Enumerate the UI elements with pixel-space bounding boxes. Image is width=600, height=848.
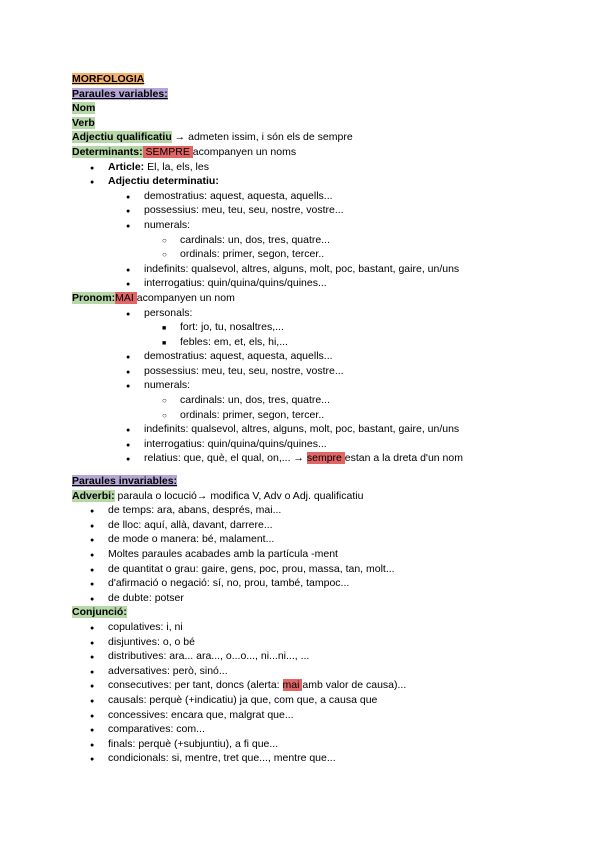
list-item-text: numerals: [144, 218, 191, 231]
nom-line [72, 101, 572, 116]
list-item [72, 393, 572, 408]
list-item [72, 664, 572, 679]
invariables-heading: Paraules invariables: [72, 475, 178, 488]
list-item-text: comparatives: com... [108, 723, 205, 736]
list-item [72, 693, 572, 708]
list-item [72, 751, 572, 766]
list-item-text: numerals: [144, 379, 191, 392]
consecutives-text-a: consecutives: per tant, doncs (alerta: [108, 679, 283, 692]
circle-bullet-icon [162, 233, 167, 249]
list-item-text: Moltes paraules acabades amb la partícula -ment [108, 548, 338, 560]
list-item [72, 620, 572, 635]
list-item [72, 349, 572, 364]
conjuncio-label: Conjunció: [72, 606, 127, 619]
list-item-text: fort: jo, tu, nosaltres,... [180, 321, 284, 334]
article-text: El, la, els, les [144, 160, 209, 173]
determinants-label: Determinants: [72, 145, 143, 158]
list-item-text: indefinits: qualsevol, altres, alguns, molt, poc, bastant, gaire, un/uns [144, 423, 460, 436]
article-label: Article: [108, 160, 145, 173]
list-item [72, 364, 572, 379]
list-item-text: ordinals: primer, segon, tercer.. [180, 248, 325, 261]
list-item [72, 532, 572, 547]
list-item [72, 247, 572, 262]
list-item [72, 160, 572, 175]
consecutives-highlight: mai [282, 679, 303, 692]
list-item-text: de quantitat o grau: gaire, gens, poc, prou, massa, tan, molt... [108, 562, 395, 575]
list-item [72, 678, 572, 693]
list-item-text: de lloc: aquí, allà, davant, darrere... [108, 518, 273, 531]
adjectiu-text: → admeten issim, i són els de sempre [171, 131, 353, 144]
invariables-heading-line [72, 474, 572, 489]
verb-label: Verb [72, 116, 95, 129]
bullet-icon [126, 451, 130, 468]
list-item [72, 174, 572, 189]
list-item-text: finals: perquè (+subjuntiu), a fi que... [108, 737, 279, 750]
list-item-text: cardinals: un, dos, tres, quatre... [180, 394, 330, 407]
adjectiu-line [72, 130, 572, 145]
determinants-highlight: SEMPRE [142, 145, 193, 158]
list-item-text: interrogatius: quin/quina/quins/quines... [144, 277, 327, 290]
list-item [72, 203, 572, 218]
list-item-text: condicionals: si, mentre, tret que..., mentre que... [108, 752, 336, 765]
section-spacer [72, 466, 572, 474]
list-item [72, 233, 572, 248]
list-item-text: indefinits: qualsevol, altres, alguns, molt, poc, bastant, gaire, un/uns [144, 262, 460, 275]
list-item [72, 503, 572, 518]
bullet-icon [90, 751, 94, 768]
list-item [72, 437, 572, 452]
nom-label: Nom [72, 102, 96, 115]
pronom-line [72, 291, 572, 306]
determinants-text: acompanyen un noms [192, 145, 297, 158]
relatius-highlight: sempre [306, 452, 345, 465]
list-item-text: possessius: meu, teu, seu, nostre, vostre... [144, 364, 344, 377]
relatius-text-a: relatius: que, què, el qual, on,... → [144, 452, 307, 465]
list-item [72, 722, 572, 737]
list-item-text: cardinals: un, dos, tres, quatre... [180, 233, 330, 246]
list-item-text: adversatives: però, sinó... [108, 664, 228, 677]
verb-line [72, 116, 572, 131]
list-item [72, 737, 572, 752]
adverbi-label: Adverbi: [72, 489, 115, 502]
list-item-text: febles: em, et, els, hi,... [180, 335, 288, 348]
list-item [72, 547, 572, 562]
variables-heading: Paraules variables: [72, 87, 168, 100]
pronom-text: acompanyen un nom [136, 291, 235, 304]
list-item [72, 422, 572, 437]
list-item [72, 218, 572, 233]
list-item-text: demostratius: aquest, aquesta, aquells... [144, 350, 333, 363]
list-item [72, 708, 572, 723]
adverbi-text: paraula o locució→ modifica V, Adv o Adj. qualificatiu [114, 489, 364, 502]
list-item-text: disjuntives: o, o bé [108, 635, 195, 648]
conjuncio-line [72, 605, 572, 620]
adj-det-label: Adjectiu determinatiu: [108, 175, 219, 188]
adverbi-line [72, 489, 572, 504]
document-title: MORFOLOGIA [72, 73, 145, 85]
list-item-text: d'afirmació o negació: sí, no, prou, també, tampoc... [108, 577, 350, 590]
list-item [72, 451, 572, 466]
document-page [72, 72, 572, 766]
list-item-text: demostratius: aquest, aquesta, aquells... [144, 189, 333, 202]
pronom-label: Pronom: [72, 291, 116, 304]
list-item [72, 562, 572, 577]
list-item [72, 262, 572, 277]
list-item [72, 518, 572, 533]
list-item-text: de dubte: potser [108, 591, 184, 604]
list-item [72, 591, 572, 606]
list-item-text: interrogatius: quin/quina/quins/quines... [144, 437, 327, 450]
title-line [72, 72, 572, 87]
variables-heading-line [72, 87, 572, 102]
list-item [72, 306, 572, 321]
list-item [72, 378, 572, 393]
list-item [72, 408, 572, 423]
list-item-text: causals: perquè (+indicatiu) ja que, com que, a causa que [108, 693, 378, 706]
list-item-text: concessives: encara que, malgrat que... [108, 708, 294, 721]
list-item [72, 320, 572, 335]
list-item [72, 649, 572, 664]
consecutives-text-b: amb valor de causa)... [302, 679, 407, 692]
adjectiu-label: Adjectiu qualificatiu [72, 131, 172, 144]
list-item [72, 635, 572, 650]
list-item [72, 576, 572, 591]
relatius-text-b: estan a la dreta d'un nom [344, 452, 463, 465]
list-item-text: ordinals: primer, segon, tercer.. [180, 408, 325, 421]
list-item [72, 276, 572, 291]
list-item-text: distributives: ara... ara..., o...o..., ni...ni..., ... [108, 650, 310, 663]
pronom-highlight: MAI [115, 291, 137, 304]
list-item-text: copulatives: i, ni [108, 620, 183, 633]
determinants-line [72, 145, 572, 160]
list-item [72, 189, 572, 204]
list-item-text: possessius: meu, teu, seu, nostre, vostre... [144, 204, 344, 217]
list-item-text: personals: [144, 306, 193, 319]
list-item [72, 335, 572, 350]
circle-bullet-icon [162, 393, 167, 409]
list-item-text: de mode o manera: bé, malament... [108, 533, 275, 546]
circle-bullet-icon [162, 247, 167, 263]
list-item-text: de temps: ara, abans, després, mai... [108, 504, 282, 517]
circle-bullet-icon [162, 408, 167, 424]
